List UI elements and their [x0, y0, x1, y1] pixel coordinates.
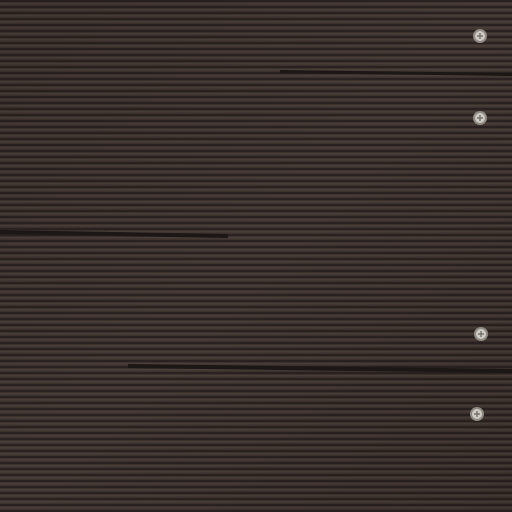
screw-head: [473, 29, 487, 43]
screw-head: [470, 407, 484, 421]
screw-head: [473, 111, 487, 125]
screw-head: [474, 327, 488, 341]
